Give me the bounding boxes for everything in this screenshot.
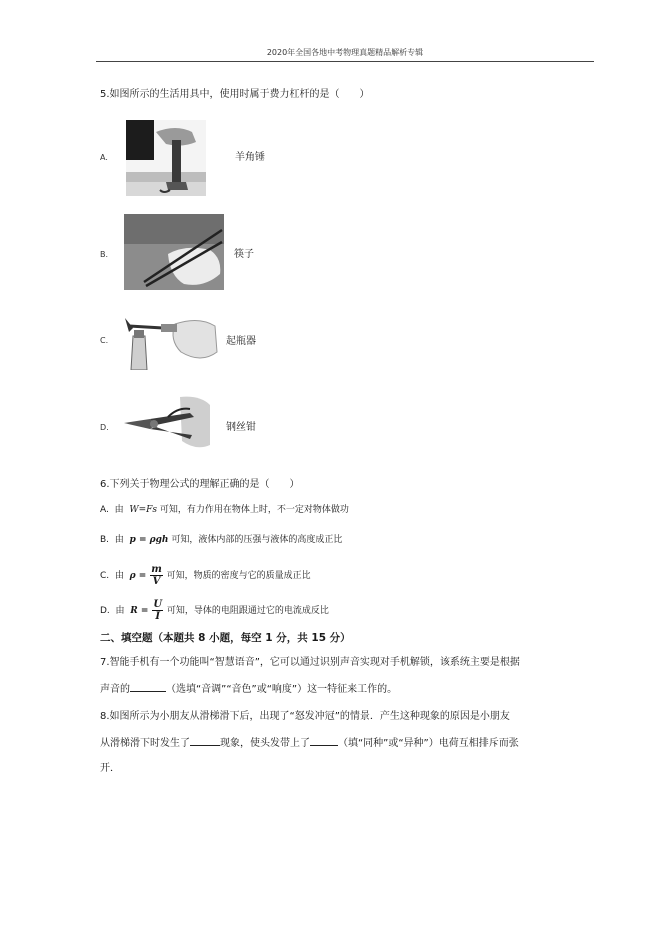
bottle-opener-photo <box>123 312 219 370</box>
q6-c-fraction <box>150 564 163 587</box>
q6-d-text: 可知，导体的电阻跟通过它的电流成反比 <box>166 606 329 616</box>
q8-answer-blank-1[interactable] <box>190 735 220 746</box>
q6-c-numerator: m <box>151 564 162 575</box>
q8-line-3: 开． <box>100 763 120 774</box>
q5-option-b-label: 筷子 <box>234 249 254 260</box>
q6-b-formula: p = ρgh <box>129 535 169 545</box>
q5-option-a-label: 羊角锤 <box>235 152 265 163</box>
q6-d-pre: 由 <box>115 606 125 616</box>
q8-line-2-pre: 从滑梯滑下时发生了 <box>100 738 190 749</box>
q8-line-2-post: （填“同种”或“异种”）电荷互相排斥而张 <box>338 738 519 749</box>
q6-option-a <box>100 503 349 517</box>
q6-c-lhs: ρ = <box>129 571 147 581</box>
q7-answer-blank[interactable] <box>130 681 166 692</box>
q8-line-2 <box>100 735 519 751</box>
q5-option-b-letter: B. <box>100 250 109 259</box>
q6-d-fraction <box>152 599 163 622</box>
q6-d-denominator: I <box>155 611 161 622</box>
page-header: 2020年全国各地中考物理真题精品解析专辑 <box>266 48 424 57</box>
q7-line-1: 7.智能手机有一个功能叫“智慧语音”，它可以通过识别声音实现对手机解锁，该系统主要是根据 <box>100 657 520 668</box>
q8-line-2-mid: 现象，使头发带上了 <box>220 738 310 749</box>
q6-c-letter: C. <box>100 571 110 581</box>
q6-b-pre: 由 <box>114 535 124 545</box>
claw-hammer-photo <box>126 120 206 196</box>
q6-a-letter: A. <box>100 505 109 515</box>
q5-stem: 5.如图所示的生活用具中，使用时属于费力杠杆的是（ ） <box>100 89 370 100</box>
q6-a-pre: 由 <box>114 505 124 515</box>
q6-c-text: 可知，物质的密度与它的质量成正比 <box>166 571 311 581</box>
q6-option-b <box>100 533 342 547</box>
q8-line-1: 8.如图所示为小朋友从滑梯滑下后，出现了“怒发冲冠”的情景．产生这种现象的原因是小朋友 <box>100 711 510 722</box>
q5-option-a-letter: A. <box>100 153 108 162</box>
q6-option-d <box>100 599 329 622</box>
q6-b-letter: B. <box>100 535 110 545</box>
pliers-photo <box>120 395 212 451</box>
q8-answer-blank-2[interactable] <box>310 735 338 746</box>
q7-line-2-post: （选填“音调”“音色”或“响度”）这一特征来工作的。 <box>166 684 398 695</box>
q5-option-c-letter: C. <box>100 336 109 345</box>
q6-stem: 6.下列关于物理公式的理解正确的是（ ） <box>100 479 300 490</box>
q6-b-text: 可知，液体内部的压强与液体的高度成正比 <box>171 535 343 545</box>
q7-line-2-pre: 声音的 <box>100 684 130 695</box>
chopsticks-photo <box>124 214 224 290</box>
q7-line-2 <box>100 681 397 697</box>
q6-c-pre: 由 <box>114 571 124 581</box>
q6-a-formula: W=Fs <box>129 505 157 515</box>
q5-option-d-label: 钢丝钳 <box>226 422 256 433</box>
q5-option-d-letter: D. <box>100 423 109 432</box>
q6-c-denominator: V <box>152 576 161 587</box>
q6-d-numerator: U <box>153 599 163 610</box>
q6-d-lhs: R = <box>130 606 149 616</box>
q5-option-c-label: 起瓶器 <box>226 336 256 347</box>
q6-a-text: 可知，有力作用在物体上时，不一定对物体做功 <box>159 505 349 515</box>
q6-option-c <box>100 564 311 587</box>
section-fill-in-title: 二、填空题（本题共 8 小题，每空 1 分，共 15 分） <box>100 632 351 644</box>
header-rule <box>96 61 594 62</box>
q6-d-letter: D. <box>100 606 110 616</box>
